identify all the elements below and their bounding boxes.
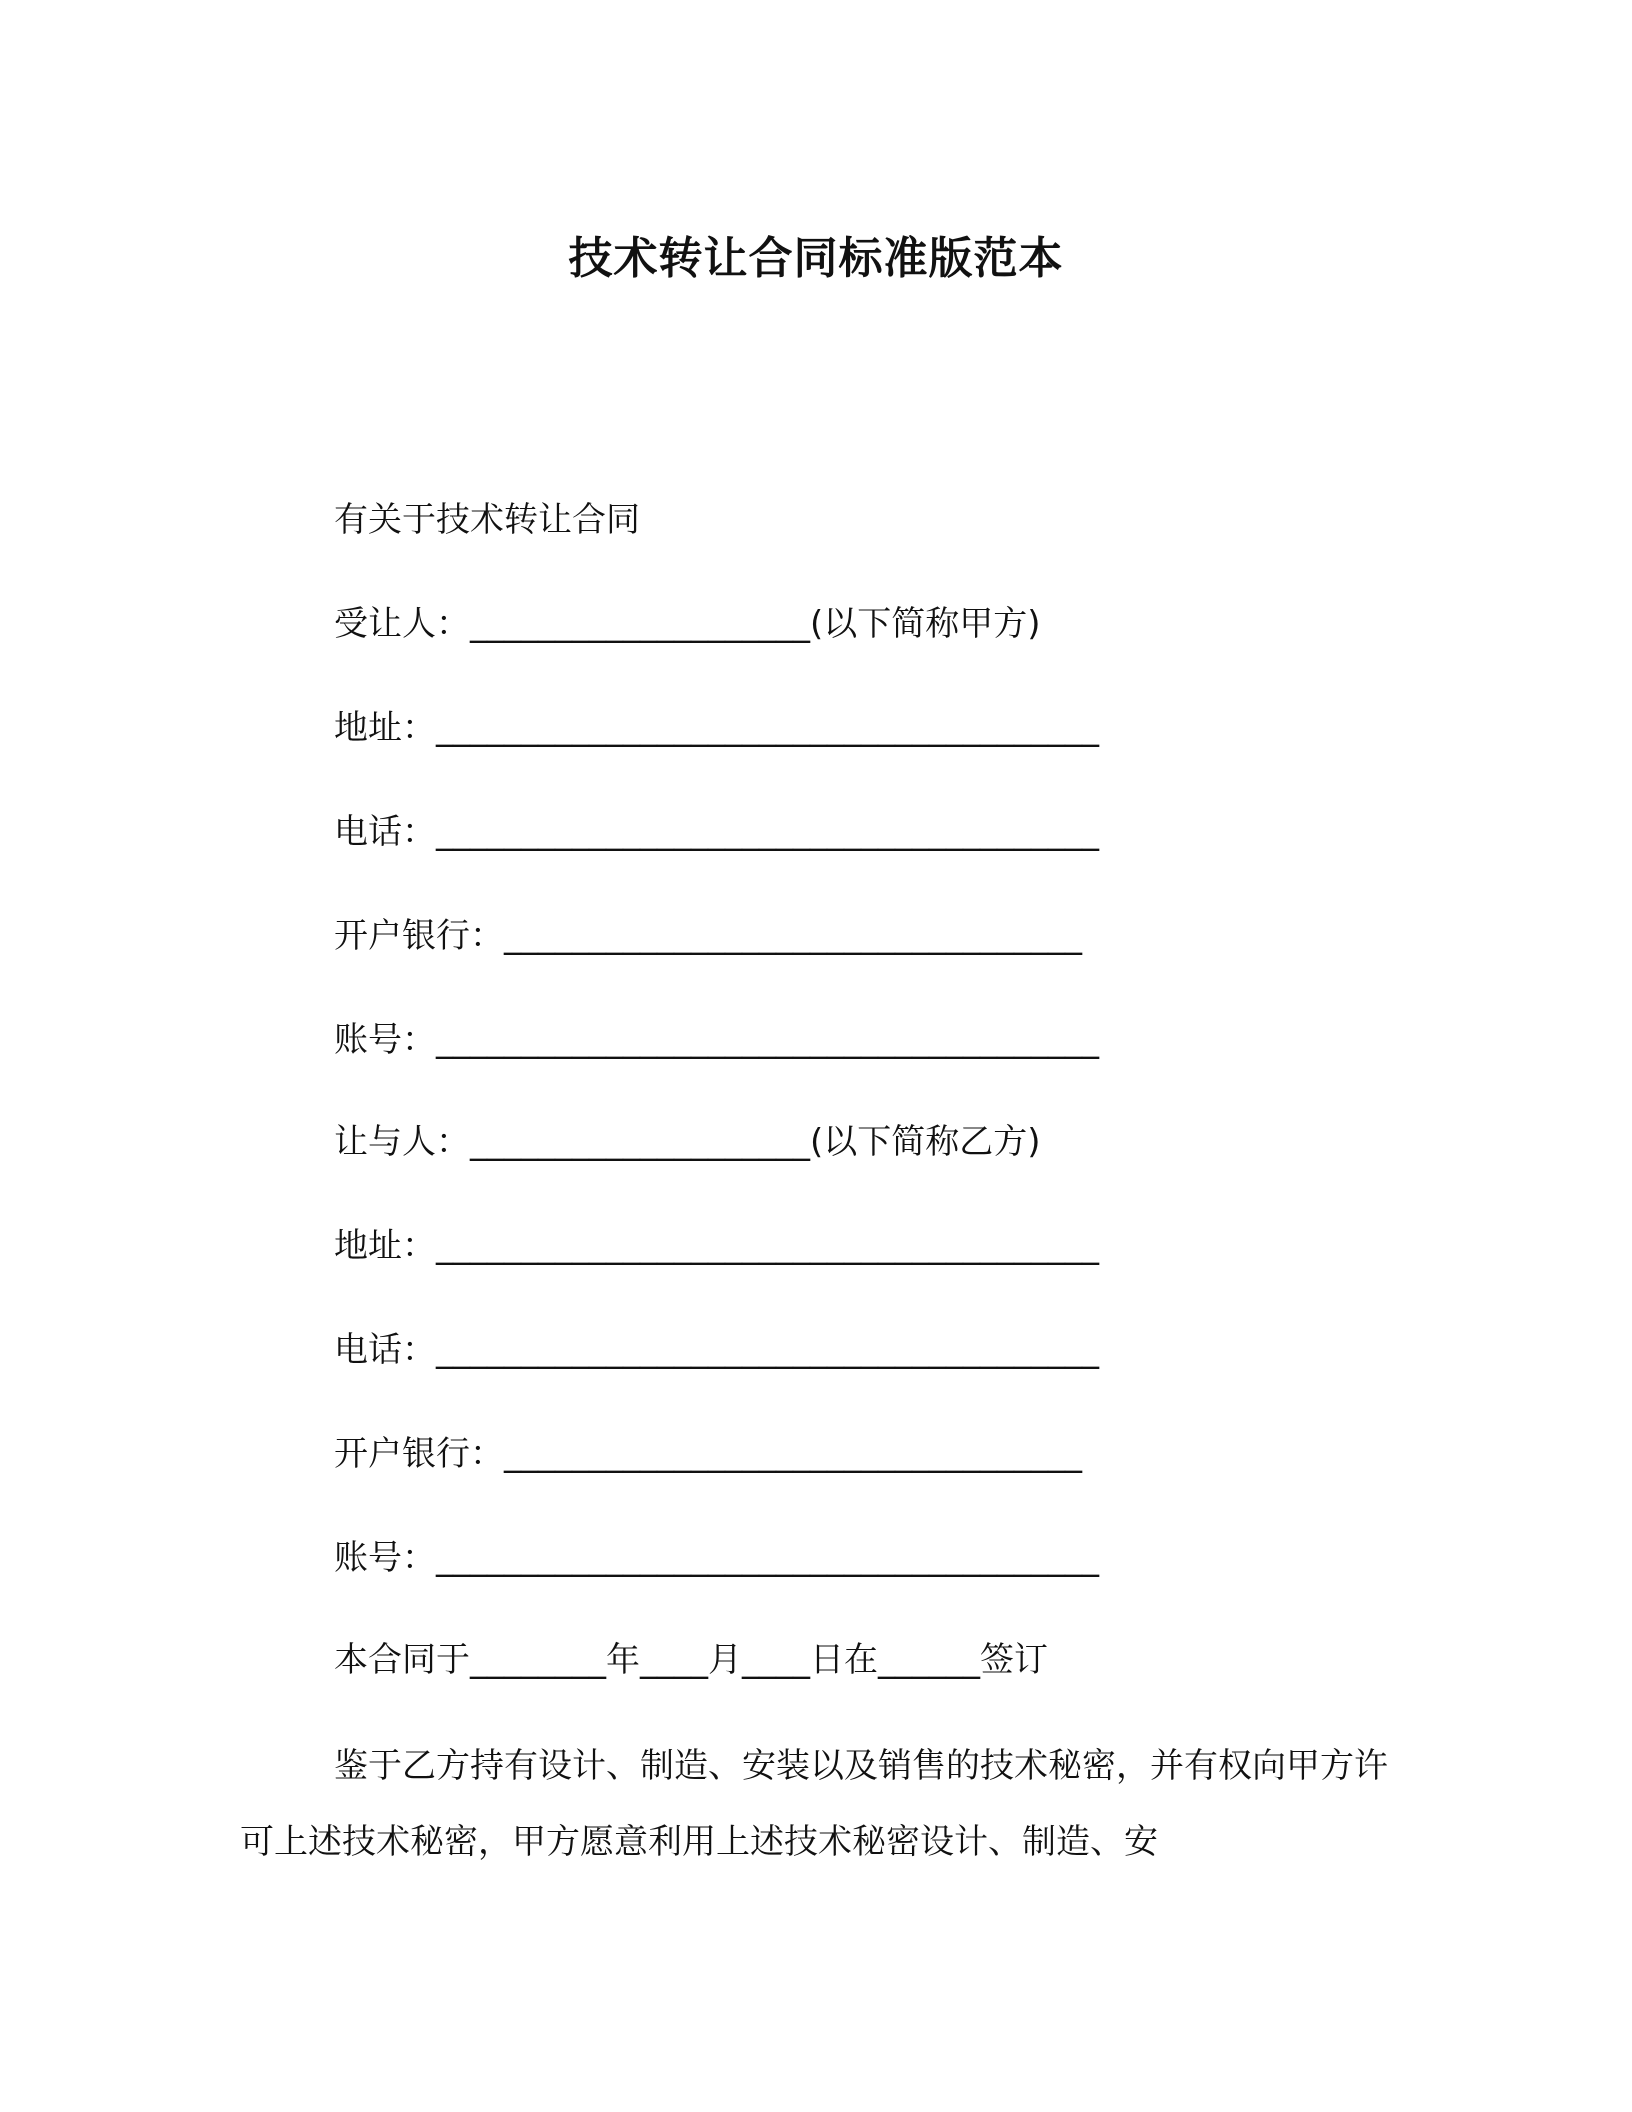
party-b-account-line: 账号：_______________________________________ (334, 1538, 1099, 1578)
party-b-phone-line: 电话：_______________________________________ (334, 1330, 1099, 1370)
subtitle: 有关于技术转让合同 (334, 500, 640, 540)
party-a-name-line: 受让人：____________________(以下简称甲方) (334, 604, 1041, 644)
party-b-bank-line: 开户银行：__________________________________ (334, 1434, 1082, 1474)
body-paragraph: 鉴于乙方持有设计、制造、安装以及销售的技术秘密，并有权向甲方许可上述技术秘密，甲方愿意利用上述技术秘密设计、制造、安 (240, 1746, 1388, 1862)
party-a-address-line: 地址：_______________________________________ (334, 708, 1099, 748)
party-a-phone-line: 电话：_______________________________________ (334, 812, 1099, 852)
document-title: 技术转让合同标准版范本 (568, 233, 1064, 284)
party-b-name-line: 让与人：____________________(以下简称乙方) (334, 1122, 1041, 1162)
party-a-bank-line: 开户银行：__________________________________ (334, 916, 1082, 956)
signing-line: 本合同于________年____月____日在______签订 (334, 1640, 1048, 1680)
party-a-account-line: 账号：_______________________________________ (334, 1020, 1099, 1060)
party-b-address-line: 地址：_______________________________________ (334, 1226, 1099, 1266)
